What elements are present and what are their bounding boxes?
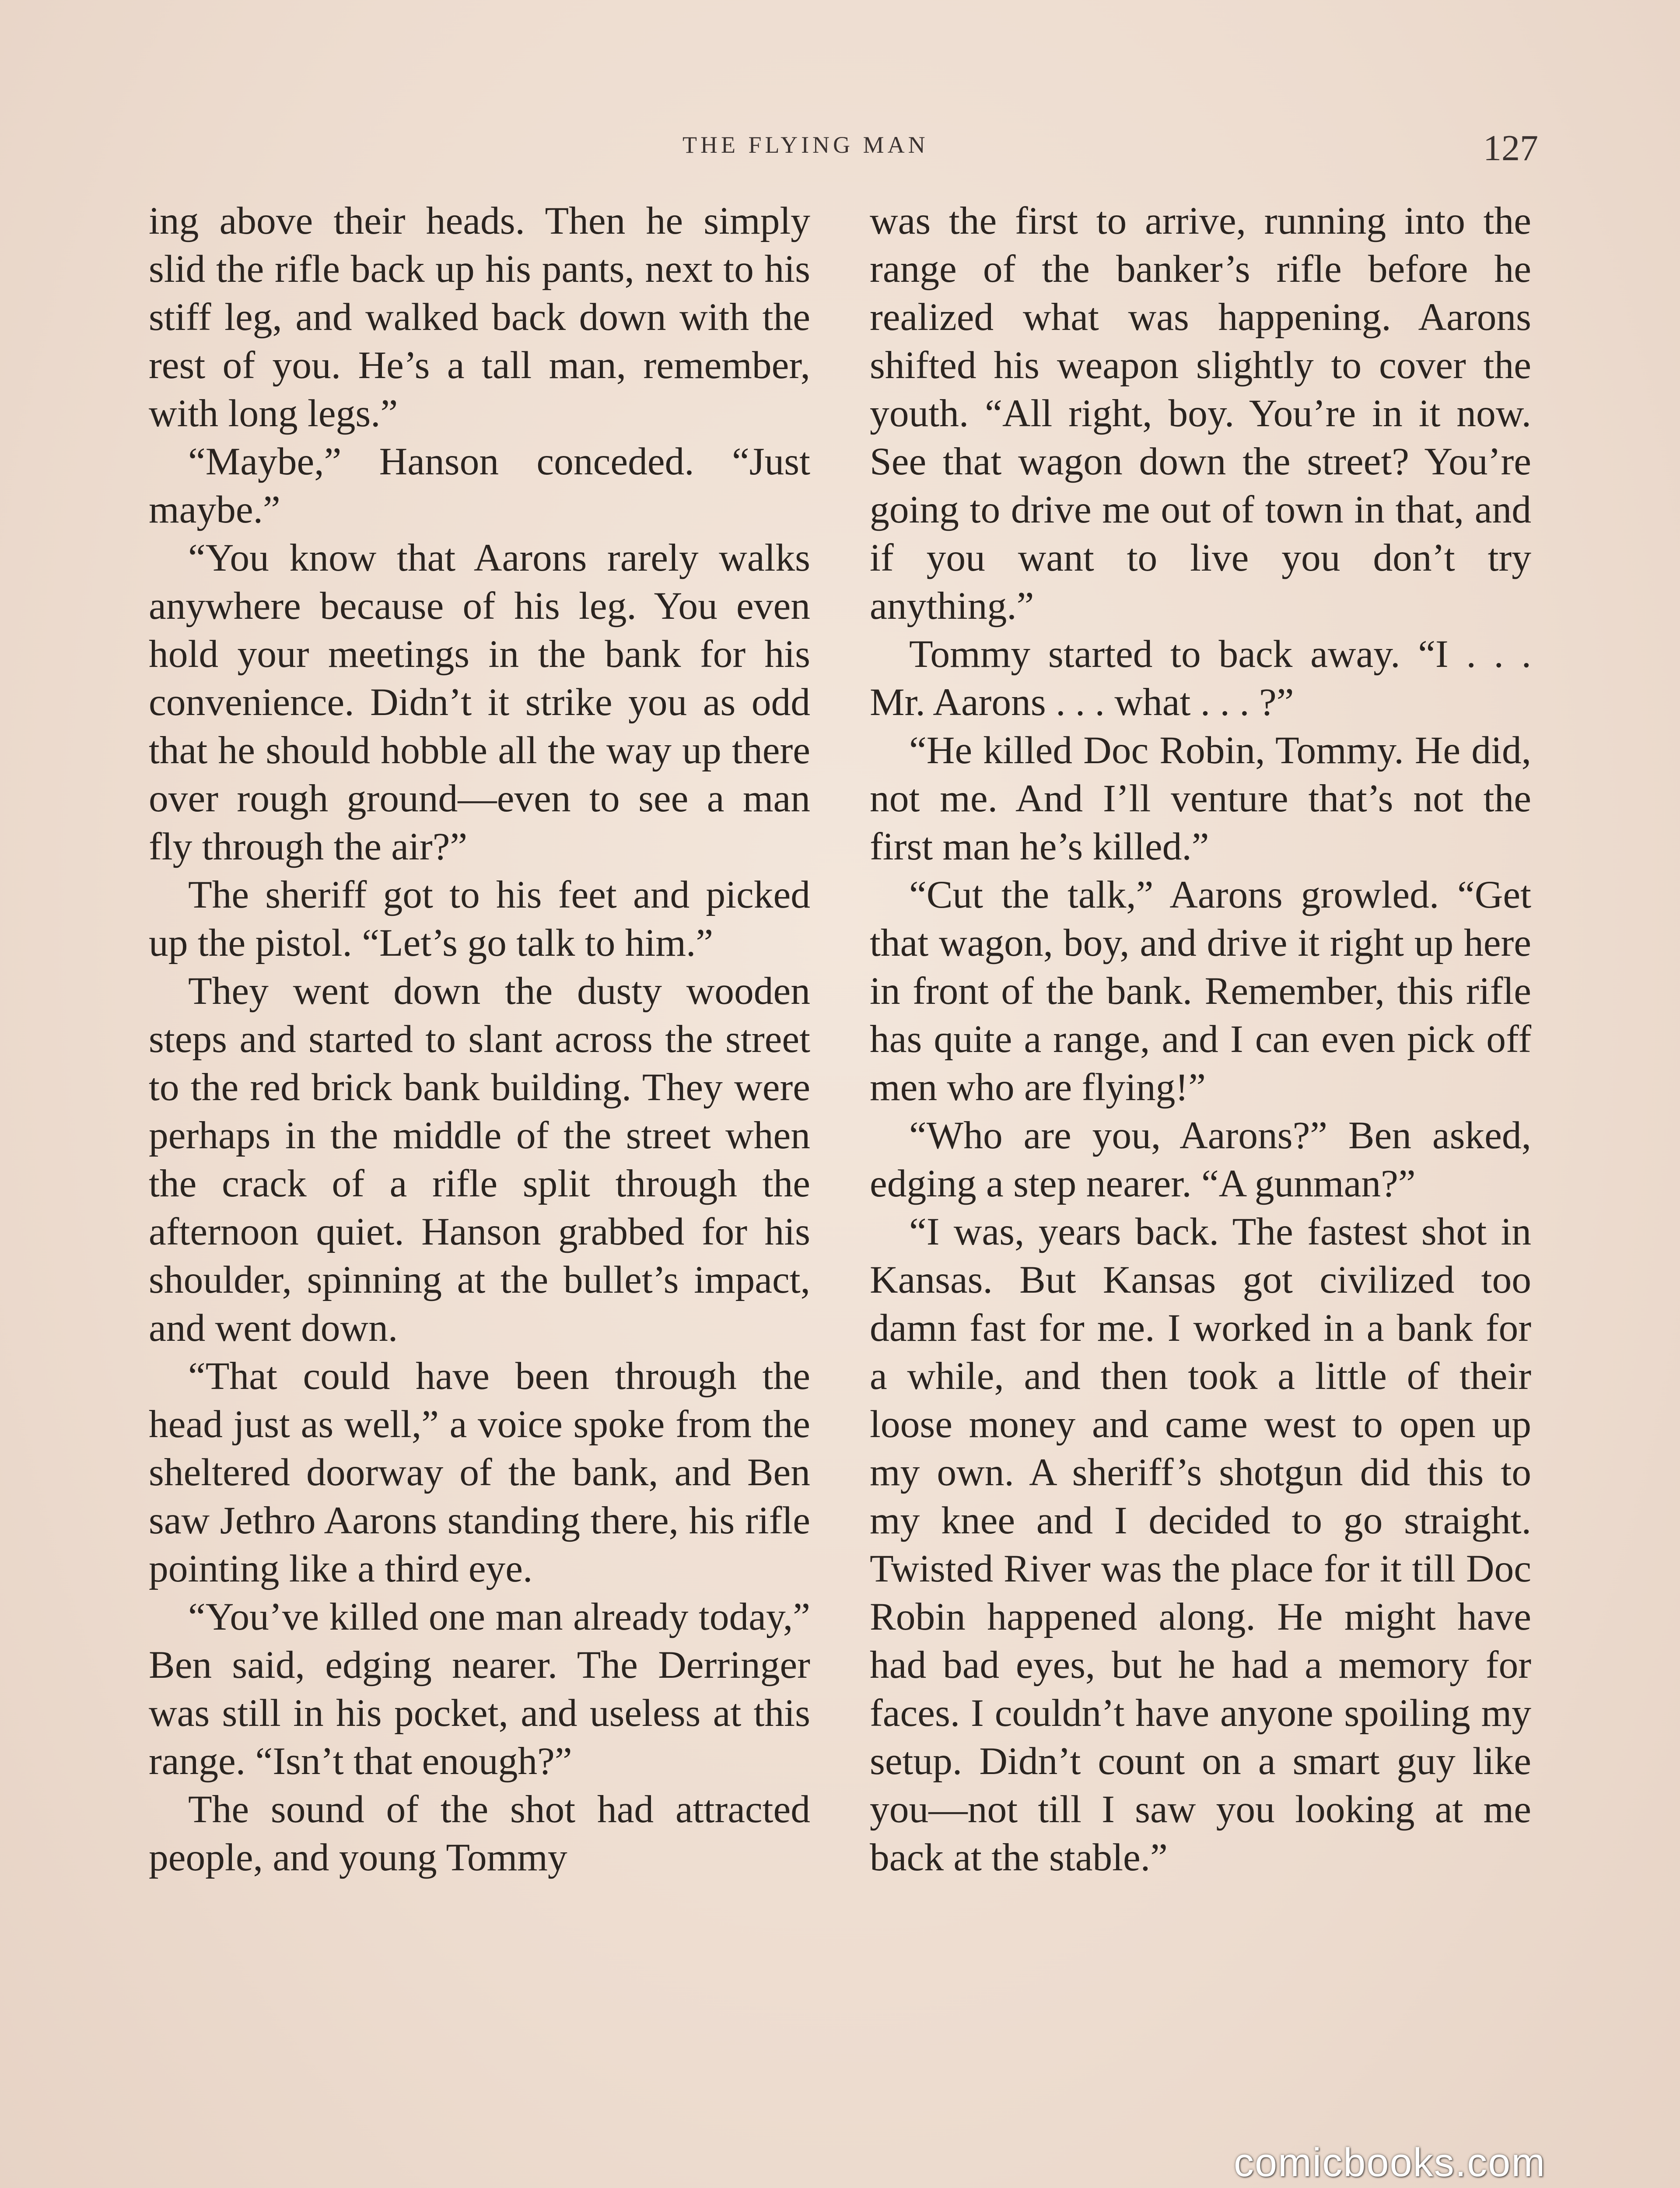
paragraph: “He killed Doc Robin, Tommy. He did, not me. And I’ll venture that’s not the first man he’s killed.”: [870, 729, 1531, 868]
paragraph: “You’ve killed one man already today,” Ben said, edging nearer. The Derringer was still in his pocket, and useless at this range. “Isn’t that enough?”: [149, 1595, 810, 1783]
paragraph: “Maybe,” Hanson conceded. “Just maybe.”: [149, 440, 810, 531]
paragraph: “That could have been through the head just as well,” a voice spoke from the sheltered doorway of the bank, and Ben saw Jethro Aarons standing there, his rifle pointing like a third eye.: [149, 1354, 810, 1590]
paragraph: “Who are you, Aarons?” Ben asked, edging a step nearer. “A gunman?”: [870, 1114, 1531, 1205]
paragraph: Tommy started to back away. “I . . . Mr. Aarons . . . what . . . ?”: [870, 632, 1531, 724]
paragraph: ing above their heads. Then he simply slid the rifle back up his pants, next to his stiff leg, and walked back down with the rest of you. He’s a tall man, remember, with long legs.”: [149, 199, 810, 435]
paragraph: They went down the dusty wooden steps and started to slant across the street to the red brick bank building. They were perhaps in the middle of the street when the crack of a rifle split through the afternoon quiet. Hanson grabbed for his shoulder, spinning at the bullet’s impact, and went down.: [149, 969, 810, 1350]
page-number: 127: [1483, 128, 1538, 168]
watermark: comicbooks.com: [1234, 2140, 1546, 2185]
left-column: [149, 197, 810, 1882]
paragraph: “I was, years back. The fastest shot in Kansas. But Kansas got civilized too damn fast for me. I worked in a bank for a while, and then took a little of their loose money and came west to open up my own. A sheriff’s shotgun did this to my knee and I decided to go straight. Twisted River was the place for it till Doc Robin happened along. He might have had bad eyes, but he had a memory for faces. I couldn’t have anyone spoiling my setup. Didn’t count on a smart guy like you—not till I saw you looking at me back at the stable.”: [870, 1210, 1531, 1879]
paragraph: “Cut the talk,” Aarons growled. “Get that wagon, boy, and drive it right up here in front of the bank. Remember, this rifle has quite a range, and I can even pick off men who are flying!”: [870, 873, 1531, 1109]
paragraph: “You know that Aarons rarely walks anywhere because of his leg. You even hold your meetings in the bank for his convenience. Didn’t it strike you as odd that he should hobble all the way up there over rough ground—even to see a man fly through the air?”: [149, 536, 810, 868]
running-head: THE FLYING MAN: [682, 132, 929, 158]
paragraph: The sheriff got to his feet and picked up the pistol. “Let’s go talk to him.”: [149, 873, 810, 964]
right-column: [870, 197, 1531, 1882]
paragraph: was the first to arrive, running into the range of the banker’s rifle before he realized what was happening. Aarons shifted his weapon slightly to cover the youth. “All right, boy. You’re in it now. See that wagon down the street? You’re going to drive me out of town in that, and if you want to live you don’t try anything.”: [870, 199, 1531, 628]
paragraph: The sound of the shot had attracted people, and young Tommy: [149, 1788, 810, 1879]
